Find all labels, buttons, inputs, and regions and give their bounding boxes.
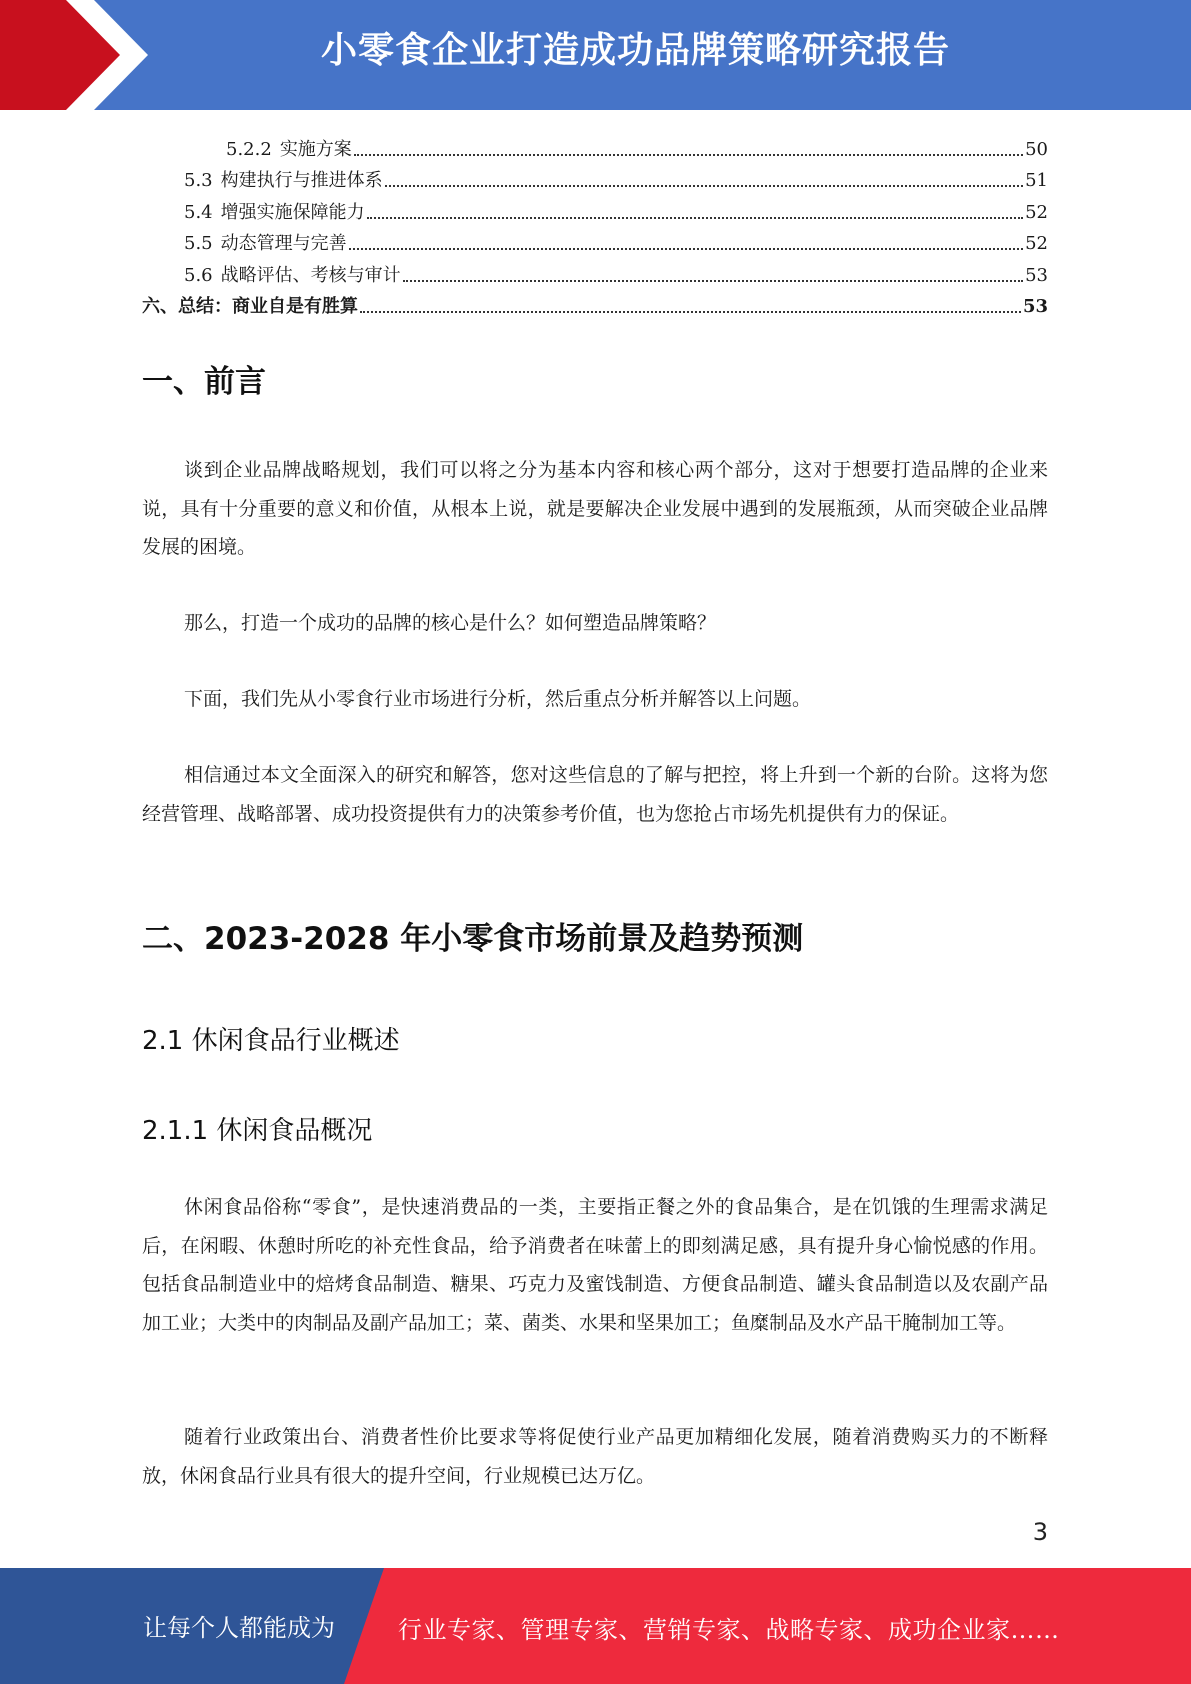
- subsection-heading: 2.1 休闲食品行业概述: [142, 1026, 400, 1056]
- toc-entry-page: 51: [1025, 170, 1048, 191]
- toc-entry-number: 5.5: [184, 233, 213, 254]
- section-heading-market-outlook: 二、2023-2028 年小零食市场前景及趋势预测: [142, 921, 804, 957]
- toc-leader-dots: [360, 311, 1021, 313]
- toc-leader-dots: [354, 154, 1023, 156]
- page-header: [0, 0, 1191, 110]
- toc-entry-title: 六、总结：商业自是有胜算: [142, 296, 358, 317]
- toc-entry-number: 5.2.2: [226, 138, 272, 160]
- toc-entry-page: 52: [1025, 201, 1048, 223]
- page-number: 3: [1032, 1518, 1048, 1546]
- toc-entry-title: 战略评估、考核与审计: [220, 264, 401, 286]
- toc-leader-dots: [367, 217, 1023, 219]
- body-paragraph: 随着行业政策出台、消费者性价比要求等将促使行业产品更加精细化发展，随着消费购买力的不断释放，休闲食品行业具有很大的提升空间，行业规模已达万亿。: [142, 1426, 1048, 1487]
- toc-entry[interactable]: [142, 256, 1048, 288]
- body-paragraph: 那么，打造一个成功的品牌的核心是什么？如何塑造品牌策略？: [184, 612, 717, 634]
- toc-entry-title: 增强实施保障能力: [220, 201, 365, 223]
- toc-entry-number: 5.3: [184, 170, 213, 191]
- body-paragraph: 相信通过本文全面深入的研究和解答，您对这些信息的了解与把控，将上升到一个新的台阶。这将为您经营管理、战略部署、成功投资提供有力的决策参考价值，也为您抢占市场先机提供有力的保证。: [142, 764, 1048, 825]
- subsection-heading: 2.1.1 休闲食品概况: [142, 1116, 373, 1146]
- page-footer: [0, 1568, 1191, 1684]
- toc-entry[interactable]: [142, 288, 1048, 320]
- toc-leader-dots: [385, 185, 1023, 187]
- toc-entry-title: 实施方案: [279, 138, 352, 160]
- toc-entry[interactable]: [142, 162, 1048, 194]
- toc-entry-page: 53: [1025, 264, 1048, 286]
- toc-entry-number: 5.4: [184, 201, 213, 223]
- body-paragraph: 休闲食品俗称“零食”，是快速消费品的一类，主要指正餐之外的食品集合，是在饥饿的生理需求满足后，在闲暇、休憩时所吃的补充性食品，给予消费者在味蕾上的即刻满足感，具有提升身心愉悦感的作用。包括食品制造业中的焙烤食品制造、糖果、巧克力及蜜饯制造、方便食品制造、罐头食品制造以及农副产品加工业；大类中的肉制品及副产品加工；菜、菌类、水果和坚果加工；鱼糜制品及水产品干腌制加工等。: [142, 1196, 1048, 1334]
- body-paragraph: 下面，我们先从小零食行业市场进行分析，然后重点分析并解答以上问题。: [184, 688, 812, 710]
- toc-entry[interactable]: [142, 225, 1048, 257]
- report-title: 小零食企业打造成功品牌策略研究报告: [320, 30, 950, 71]
- toc-entry-title: 动态管理与完善: [220, 233, 347, 254]
- toc-entry[interactable]: [142, 193, 1048, 225]
- toc-entry-page: 50: [1025, 138, 1048, 160]
- body-paragraph: 谈到企业品牌战略规划，我们可以将之分为基本内容和核心两个部分，这对于想要打造品牌的企业来说，具有十分重要的意义和价值，从根本上说，就是要解决企业发展中遇到的发展瓶颈，从而突破企业品牌发展的困境。: [142, 459, 1048, 558]
- toc-entry-title: 构建执行与推进体系: [220, 170, 383, 191]
- table-of-contents: [142, 130, 1048, 319]
- footer-slogan-right: 行业专家、管理专家、营销专家、战略专家、成功企业家……: [398, 1616, 1060, 1644]
- toc-entry-page: 53: [1022, 296, 1048, 317]
- toc-entry-number: 5.6: [184, 264, 213, 286]
- toc-leader-dots: [403, 280, 1023, 282]
- toc-entry-page: 52: [1025, 233, 1048, 254]
- footer-slogan-left: 让每个人都能成为: [143, 1614, 335, 1642]
- toc-leader-dots: [349, 248, 1023, 250]
- toc-entry[interactable]: [142, 130, 1048, 162]
- section-heading-preface: 一、前言: [142, 364, 266, 400]
